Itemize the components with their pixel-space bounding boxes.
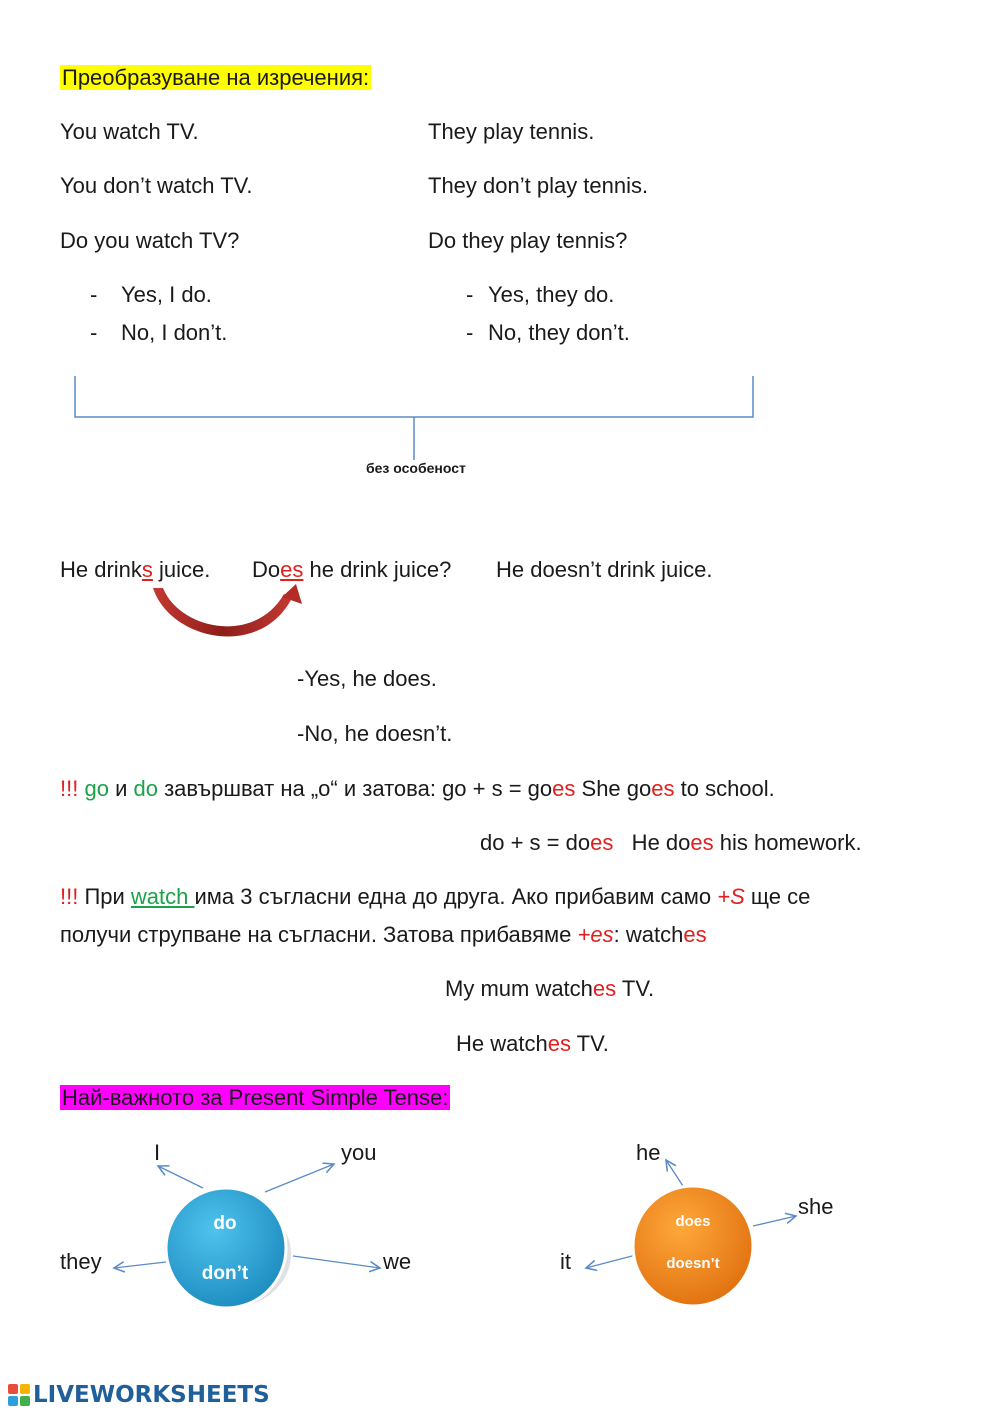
word-pri: При <box>78 884 131 909</box>
doesnt-label: doesn’t <box>666 1255 720 1272</box>
left-no-answer: No, I don’t. <box>121 320 228 345</box>
right-affirmative: They play tennis. <box>428 119 595 144</box>
example-she: She go <box>575 776 652 801</box>
word-go: go <box>84 776 109 801</box>
s1-part-c: juice. <box>152 557 211 582</box>
right-yes-dash: - <box>466 282 474 307</box>
logo-text: LIVEWORKSHEETS <box>33 1382 270 1408</box>
he-no-answer: -No, he doesn’t. <box>297 721 453 746</box>
right-no-dash: - <box>466 320 474 345</box>
pronoun-they: they <box>60 1249 102 1274</box>
does-circle <box>633 1186 753 1306</box>
rule-go-do-line1 <box>60 775 775 803</box>
sentence-negative: He doesn’t drink juice. <box>496 557 713 582</box>
rule-watch-line1 <box>60 883 810 911</box>
ending-es: es <box>547 1031 571 1056</box>
example-she-end: to school. <box>674 776 775 801</box>
summary-title-text: Най-важното за Present Simple Tense: <box>62 1085 449 1110</box>
example-part: TV. <box>616 976 655 1001</box>
section-title: Преобразуване на изречения: <box>62 65 370 90</box>
left-negative: You don’t watch TV. <box>60 173 253 198</box>
word-do: do <box>133 776 158 801</box>
plus-es: +es <box>577 922 614 947</box>
ending-es: es <box>690 830 714 855</box>
example-he-watches <box>456 1030 609 1058</box>
example-part: He watch <box>456 1031 548 1056</box>
rule-go-do-line2 <box>480 829 862 857</box>
example-he: He do <box>613 830 691 855</box>
example-part: TV. <box>570 1031 609 1056</box>
do-label: do <box>213 1213 237 1234</box>
right-negative: They don’t play tennis. <box>428 173 649 198</box>
pronoun-we: we <box>383 1249 412 1274</box>
bracket <box>75 376 753 460</box>
pronoun-it: it <box>560 1249 571 1274</box>
rule-text: завършват на „о“ и затова: go + s = go <box>157 776 553 801</box>
plus-s: +S <box>717 884 745 909</box>
bracket-label: без особеност <box>366 460 466 476</box>
word-watch: : watch <box>613 922 684 947</box>
right-question: Do they play tennis? <box>428 228 628 253</box>
left-yes-dash: - <box>90 282 98 307</box>
pronoun-you: you <box>341 1140 377 1165</box>
rule-text: получи струпване на съгласни. Затова прибавяме <box>60 922 578 947</box>
left-yes-answer: Yes, I do. <box>121 282 212 307</box>
rule-text: има 3 съгласни една до друга. Ако прибавим само <box>194 884 718 909</box>
warning-marks: !!! <box>60 776 79 801</box>
ending-es: es <box>592 976 617 1001</box>
dont-label: don’t <box>201 1263 249 1284</box>
curved-arrow-icon <box>153 584 302 636</box>
liveworksheets-logo <box>8 1382 270 1408</box>
summary-title <box>60 1084 450 1112</box>
word-watch: watch <box>130 884 195 909</box>
s2-ending: es <box>280 557 304 582</box>
s1-ending: s <box>141 557 153 582</box>
example-part: My mum watch <box>445 976 593 1001</box>
do-circle <box>166 1188 291 1308</box>
word-and: и <box>108 776 134 801</box>
left-question: Do you watch TV? <box>60 228 240 253</box>
right-yes-answer: Yes, they do. <box>488 282 615 307</box>
does-label: does <box>675 1213 711 1230</box>
he-yes-answer: -Yes, he does. <box>297 666 437 691</box>
ending-es: es <box>683 922 707 947</box>
left-no-dash: - <box>90 320 98 345</box>
s2-part-a: Do <box>252 557 281 582</box>
example-my-mum <box>445 975 654 1003</box>
s2-part-c: he drink juice? <box>303 557 452 582</box>
do-formula: do + s = do <box>480 830 591 855</box>
ending-es: es <box>552 776 576 801</box>
sentence-affirmative <box>60 556 210 584</box>
pronoun-she: she <box>798 1194 834 1219</box>
pronoun-i: I <box>154 1140 161 1165</box>
warning-marks: !!! <box>60 884 79 909</box>
example-he-end: his homework. <box>713 830 862 855</box>
right-no-answer: No, they don’t. <box>488 320 630 345</box>
pronoun-he: he <box>636 1140 661 1165</box>
sentence-question <box>252 556 451 584</box>
rule-watch-line2 <box>60 921 707 949</box>
logo-grid-icon <box>8 1384 30 1406</box>
ending-es: es <box>590 830 614 855</box>
rule-text-end: ще се <box>744 884 811 909</box>
left-affirmative: You watch TV. <box>60 119 199 144</box>
s1-part-a: He drink <box>60 557 142 582</box>
ending-es: es <box>651 776 675 801</box>
